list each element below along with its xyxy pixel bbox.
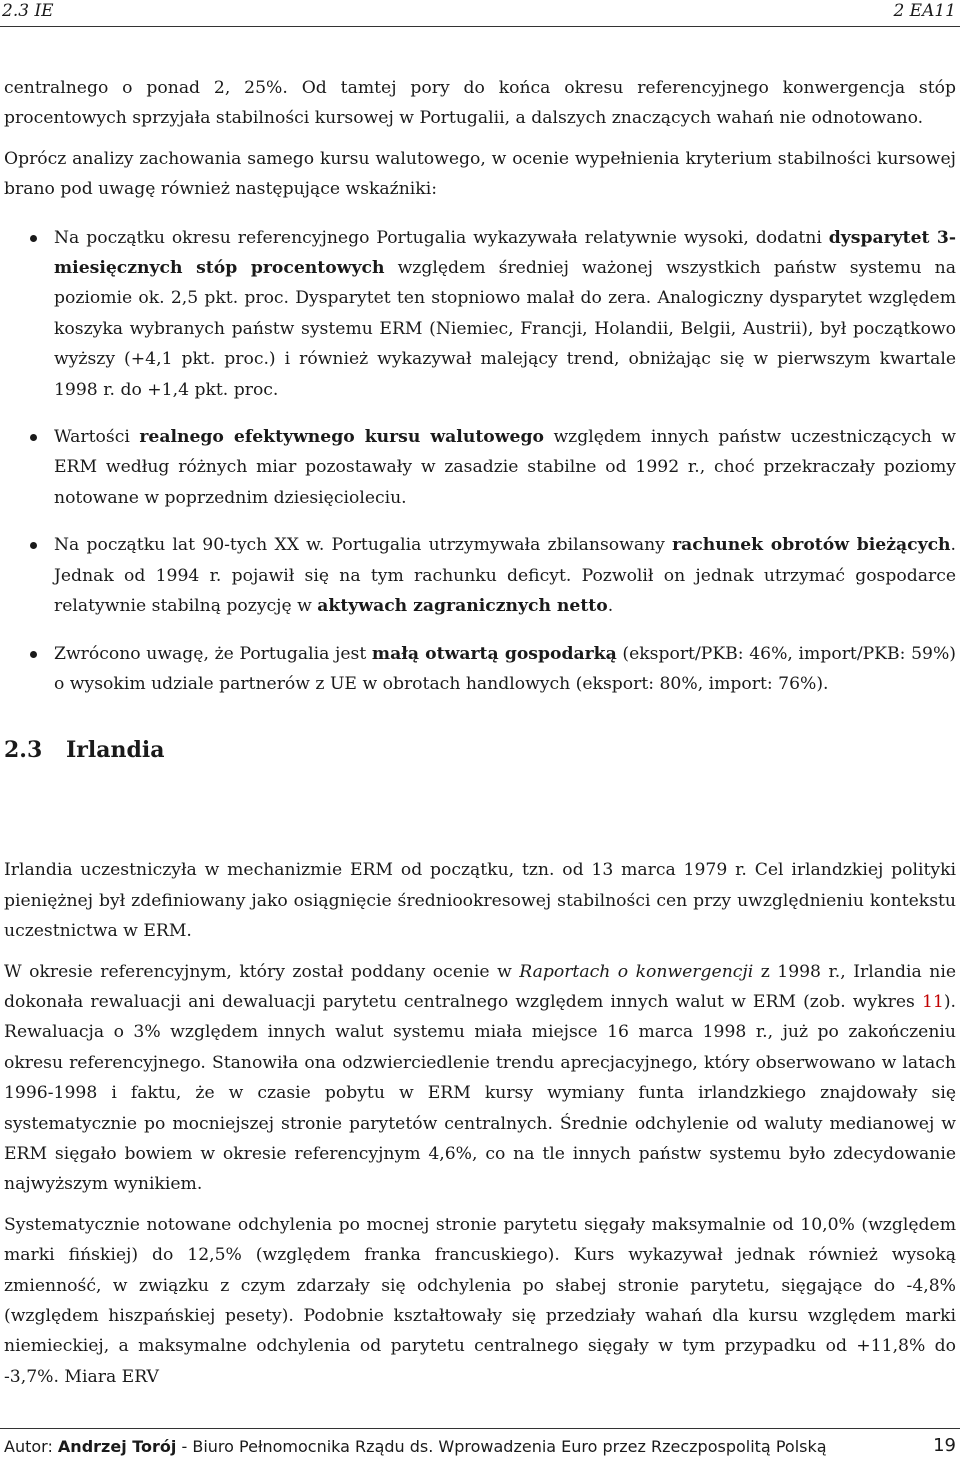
page-number: 19 — [933, 1435, 956, 1456]
bullet-icon — [30, 235, 37, 242]
paragraph-ireland-erm: Irlandia uczestniczyła w mechanizmie ERM od początku, tzn. od 13 marca 1979 r. Cel irlandzkiej polityki pieniężnej był zdefiniowany jako osiągnięcie średniookresowej stabilności cen przy uwzględnieniu kontekstu uczestnictwa w ERM. — [4, 860, 956, 942]
paragraph-text: z 1998 r., Irlandia nie dokonała rewaluacji ani dewaluacji parytetu centralnego względem innych walut w ERM (zob. wykres — [4, 961, 957, 1012]
bullet-emphasis: dysparytet 3-miesięcznych stóp procentowych — [54, 227, 956, 279]
paragraph-intro: centralnego o ponad 2, 25%. Od tamtej pory do końca okresu referencyjnego konwergencja stóp procentowych sprzyjała stabilności kursowej w Portugalii, a dalszych znaczących wahań nie odnotowano. — [4, 78, 956, 129]
paragraph-ireland-deviations: Systematycznie notowane odchylenia po mocnej stronie parytetu sięgały maksymalnie od 10,0% (względem marki fińskiej) do 12,5% (względem franka francuskiego). Kurs wykazywał jednak również wysoką zmienność, w związku z czym zdarzały się odchylenia po słabej stronie parytetu, sięgające do -4,8% (względem hiszpańskiej pesety). Podobnie kształtowały się przedziały wahań dla kursu względem marki niemieckiej, a maksymalne odchylenia od parytetu centralnego sięgały w tym przypadku od +11,8% do -3,7%. Miara ERV — [4, 1214, 956, 1387]
report-title: Raportach o konwergencji — [519, 961, 754, 982]
paragraph-ireland-revaluation — [4, 957, 956, 1200]
section-number: 2.3 — [4, 737, 43, 764]
indicator-list — [4, 223, 956, 700]
footer-rule — [0, 1428, 960, 1429]
header-section-label: 2.3 IE — [2, 1, 54, 21]
bullet-emphasis: małą otwartą gospodarką — [371, 643, 617, 664]
footer-author: Andrzej Torój — [57, 1437, 177, 1456]
bullet-text: Zwrócono uwagę, że Portugalia jest — [54, 643, 372, 664]
figure-reference-link[interactable]: 11 — [921, 991, 944, 1012]
list-item — [4, 422, 956, 513]
paragraph-text: W okresie referencyjnym, który został poddany ocenie w — [4, 961, 520, 982]
bullet-text: względem innych państw uczestniczących w ERM według różnych miar pozostawały w zasadzie stabilne od 1992 r., choć przekraczały poziomy notowane w poprzednim dziesięcioleciu. — [54, 427, 956, 508]
bullet-text: Wartości — [54, 427, 140, 448]
page-body — [4, 73, 956, 1392]
bullet-emphasis: realnego efektywnego kursu walutowego — [139, 427, 544, 448]
bullet-text: (eksport/PKB: 46%, import/PKB: 59%) o wysokim udziale partnerów z UE w obrotach handlowych (eksport: 80%, import: 76%). — [54, 643, 957, 694]
footer-affiliation: - Biuro Pełnomocnika Rządu ds. Wprowadzenia Euro przez Rzeczpospolitą Polską — [176, 1437, 827, 1456]
bullet-icon — [30, 542, 37, 549]
bullet-emphasis: rachunek obrotów bieżących — [672, 535, 951, 556]
bullet-text: względem średniej ważonej wszystkich państw systemu na poziomie ok. 2,5 pkt. proc. Dysparytet ten stopniowo malał do zera. Analogiczny dysparytet względem koszyka wybranych państw systemu ERM (Niemiec, Francji, Holandii, Belgii, Austrii), był początkowo wyższy (+4,1 pkt. proc.) i również wykazywał malejący trend, obniżając się w pierwszym kwartale 1998 r. do +1,4 pkt. proc. — [54, 258, 956, 400]
section-heading — [4, 735, 956, 765]
page-footer — [4, 1436, 956, 1460]
bullet-text: . — [607, 596, 614, 617]
bullet-text: . Jednak od 1994 r. pojawił się na tym rachunku deficyt. Pozwolił on jednak utrzymać gospodarce relatywnie stabilną pozycję w — [54, 535, 957, 617]
running-header — [0, 0, 960, 22]
header-rule — [0, 26, 960, 27]
bullet-text: Na początku okresu referencyjnego Portugalia wykazywała relatywnie wysoki, dodatni — [54, 227, 829, 248]
bullet-text: Na początku lat 90-tych XX w. Portugalia utrzymywała zbilansowany — [54, 535, 673, 556]
section-title: Irlandia — [66, 737, 165, 764]
paragraph-analysis: Oprócz analizy zachowania samego kursu walutowego, w ocenie wypełnienia kryterium stabilności kursowej brano pod uwagę również następujące wskaźniki: — [4, 148, 956, 200]
footer-label: Autor: — [4, 1437, 58, 1456]
list-item — [4, 223, 956, 405]
list-item — [4, 530, 956, 621]
bullet-icon — [30, 651, 37, 658]
bullet-icon — [30, 434, 37, 441]
paragraph-text: ). Rewaluacja o 3% względem innych walut systemu miała miejsce 16 marca 1998 r., już po zakończeniu okresu referencyjnego. Stanowiła ona odzwierciedlenie trendu aprecjacyjnego, który obserwowano w latach 1996-1998 i faktu, że w czasie pobytu w ERM kursy wymiany funta irlandzkiego znajdowały się systematycznie po mocniejszej stronie parytetów centralnych. Średnie odchylenie od waluty medianowej w ERM sięgało bowiem w okresie referencyjnym 4,6%, co na tle innych państw systemu było zdecydowanie najwyższym wynikiem. — [4, 991, 956, 1195]
bullet-emphasis: aktywach zagranicznych netto — [317, 596, 608, 617]
list-item — [4, 639, 956, 700]
header-chapter-label: 2 EA11 — [893, 1, 956, 21]
